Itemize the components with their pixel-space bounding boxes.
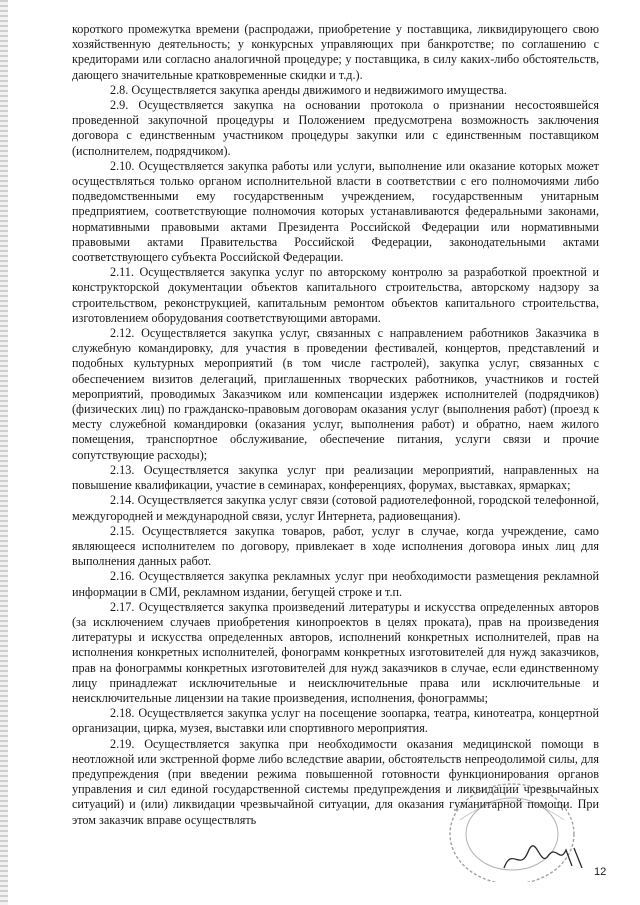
page-number: 12	[594, 866, 607, 878]
paragraph-2-14: 2.14. Осуществляется закупка услуг связи (сотовой радиотелефонной, городской телефонной, междугородней и международной связи, услуг Интернета, радиовещания).	[72, 493, 599, 523]
paragraph-2-18: 2.18. Осуществляется закупка услуг на посещение зоопарка, театра, кинотеатра, концертной организации, цирка, музея, выставки или спортивного мероприятия.	[72, 706, 599, 736]
paragraph-2-12: 2.12. Осуществляется закупка услуг, связанных с направлением работников Заказчика в служебную командировку, для участия в проведении фестивалей, концертов, представлений и подобных культурных мероприятий (в том числе гастролей), закупка услуг, связанных с обеспечением визитов делегаций, приглашенных творческих работников, участников и гостей мероприятий, проводимых Заказчиком или компенсации издержек исполнителей (подрядчиков) (физических лиц) по гражданско-правовым договорам оказания услуг (выполнения работ) (проезд к месту служебной командировки (оказания услуг, выполнения работ) и обратно, наем жилого помещения, транспортное обслуживание, обеспечение питания, услуги связи и прочие сопутствующие расходы);	[72, 326, 599, 462]
paragraph-2-13: 2.13. Осуществляется закупка услуг при реализации мероприятий, направленных на повышение квалификации, участие в семинарах, конференциях, форумах, выставках, ярмарках;	[72, 462, 599, 493]
paragraph-2-15: 2.15. Осуществляется закупка товаров, работ, услуг в случае, когда учреждение, само являющееся исполнителем по договору, привлекает в ходе исполнения договора иных лиц для выполнения данных работ.	[72, 523, 599, 569]
paragraph-2-8: 2.8. Осуществляется закупка аренды движимого и недвижимого имущества.	[110, 82, 507, 97]
paragraph-2-19: 2.19. Осуществляется закупка при необходимости оказания медицинской помощи в неотложной или экстренной форме либо вследствие аварии, обстоятельств непреодолимой силы, для предупреждения (при введении режима повышенной готовности функционирования органов управления и сил единой государственной системы предупреждения и ликвидации чрезвычайных ситуаций) и (или) ликвидации чрезвычайной ситуации, для оказания гуманитарной помощи. При этом заказчик вправе осуществлять	[72, 736, 599, 827]
paragraph-2-9: 2.9. Осуществляется закупка на основании протокола о признании несостоявшейся проведенной закупочной процедуры и Положением предусмотрена возможность заключения договора с единственным участником процедуры закупки или с единственным поставщиком (исполнителем, подрядчиком).	[72, 98, 599, 158]
paragraph-2-10: 2.10. Осуществляется закупка работы или услуги, выполнение или оказание которых может осуществляться только органом исполнительной власти в соответствии с его полномочиями либо подведомственными ему государственным учреждением, государственным унитарным предприятием, соответствующие полномочия которых устанавливаются федеральными законами, нормативными правовыми актами Президента Российской Федерации или нормативными правовыми актами Правительства Российской Федерации, законодательными актами соответствующего субъекта Российской Федерации.	[72, 158, 599, 265]
handwritten-signature	[500, 838, 590, 878]
scan-edge	[0, 0, 8, 905]
paragraph-continuation: короткого промежутка времени (распродажи, приобретение у поставщика, ликвидирующего свою хозяйственную деятельность; у конкурсных управляющих при банкротстве; по соглашению с кредиторами или согласно аналогичной процедуре; у поставщика, в силу каких-либо обстоятельств, дающего значительные кратковременные скидки и т.д.).	[72, 22, 599, 82]
document-page	[72, 22, 599, 828]
paragraph-2-17: 2.17. Осуществляется закупка произведений литературы и искусства определенных авторов (за исключением случаев приобретения кинопроектов в целях проката), прав на произведения литературы и искусства определенных авторов, исполнений конкретных исполнителей, прав на исполнения конкретных исполнителей, фонограмм конкретных изготовителей для нужд заказчиков, прав на фонограммы конкретных изготовителей для нужд заказчиков в случае, если единственному лицу принадлежат исключительные и неисключительные права или исключительные и неисключительные лицензии на такие произведения, исполнения, фонограммы;	[72, 599, 599, 705]
paragraph-2-16: 2.16. Осуществляется закупка рекламных услуг при необходимости размещения рекламной информации в СМИ, рекламном издании, бегущей строке и т.п.	[72, 569, 599, 599]
paragraph-2-11: 2.11. Осуществляется закупка услуг по авторскому контролю за разработкой проектной и конструкторской документации объектов капитального строительства, авторскому надзору за строительством, реконструкцией, капитальным ремонтом объектов капитального строительства, изготовлением оборудования соответствующими авторами.	[72, 265, 599, 325]
